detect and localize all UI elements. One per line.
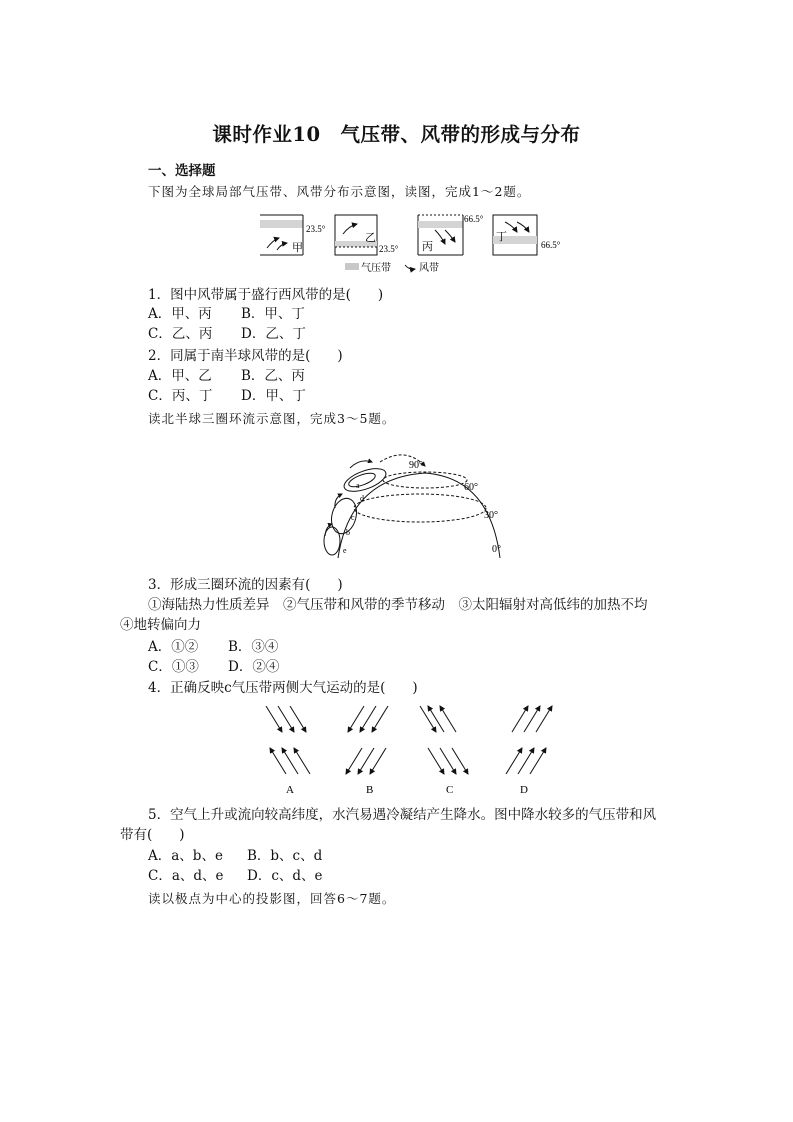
q3-option-d: D．②④ xyxy=(228,659,280,675)
q1-option-c: C．乙、丙 xyxy=(148,326,213,342)
point-a-label: a xyxy=(356,481,360,490)
q4-stem: 4．正确反映c气压带两侧大气运动的是( ) xyxy=(148,680,418,696)
q1-option-d: D．乙、丁 xyxy=(241,326,306,342)
section-heading: 一、选择题 xyxy=(148,163,216,179)
q5-stem-line2: 带有( ) xyxy=(120,827,185,843)
q3-option-a: A．①② xyxy=(148,639,199,655)
option-c-arrows xyxy=(420,706,468,774)
option-b-arrows xyxy=(346,706,388,774)
wind-belt-figure xyxy=(255,210,561,274)
q4-label-b: B xyxy=(366,784,374,796)
q1-stem: 1．图中风带属于盛行西风带的是( ) xyxy=(148,287,384,303)
q3-stem: 3．形成三圈环流的因素有( ) xyxy=(148,577,343,593)
q2-option-d: D．甲、丁 xyxy=(241,388,306,404)
label-bing: 丙 xyxy=(422,241,433,253)
box-jia xyxy=(260,215,303,255)
q5-option-d: D．c、d、e xyxy=(247,868,323,884)
point-e-label: e xyxy=(343,546,347,555)
point-c-label: c xyxy=(351,513,355,522)
q5-option-a: A．a、b、e xyxy=(148,848,223,864)
q4-arrow-options-figure xyxy=(258,702,570,796)
q4-label-c: C xyxy=(446,784,454,796)
q5-option-c: C．a、d、e xyxy=(148,868,224,884)
page-title: 课时作业10 气压带、风带的形成与分布 xyxy=(212,123,581,146)
three-cell-circulation-figure xyxy=(310,438,515,560)
label-jia: 甲 xyxy=(292,242,303,254)
q4-label-a: A xyxy=(286,784,294,796)
intro-q6-7: 读以极点为中心的投影图，回答6～7题。 xyxy=(148,891,396,906)
lat-23-5-top: 23.5° xyxy=(306,224,326,234)
lat-0-label: 0° xyxy=(492,544,501,555)
q4-label-d: D xyxy=(520,784,528,796)
q3-option-c: C．①③ xyxy=(148,659,199,675)
q2-option-a: A．甲、乙 xyxy=(148,368,212,384)
q1-option-b: B．甲、丁 xyxy=(241,306,305,322)
q2-stem: 2．同属于南半球风带的是( ) xyxy=(148,348,343,364)
lat-23-5-bottom: 23.5° xyxy=(379,244,399,254)
point-b-label: b xyxy=(346,528,350,537)
q5-option-b: B．b、c、d xyxy=(247,848,323,864)
label-yi: 乙 xyxy=(365,232,376,244)
option-d-arrows xyxy=(506,706,552,774)
intro-q3-5: 读北半球三圈环流示意图，完成3～5题。 xyxy=(148,411,396,426)
lat-30-label: 30° xyxy=(484,510,498,521)
label-ding: 丁 xyxy=(496,231,507,243)
q2-option-c: C．丙、丁 xyxy=(148,388,213,404)
lat-66-5-top: 66.5° xyxy=(464,214,484,224)
legend-pressure-swatch xyxy=(345,263,359,270)
box-bing xyxy=(418,215,463,255)
box-yi xyxy=(335,215,377,255)
lat-90-label: 90° xyxy=(409,460,423,471)
option-a-arrows xyxy=(266,706,310,774)
lat-60-label: 60° xyxy=(464,482,478,493)
q3-option-b: B．③④ xyxy=(228,639,279,655)
intro-q1-2: 下图为全球局部气压带、风带分布示意图，读图，完成1～2题。 xyxy=(148,184,531,199)
q3-factors-line1: ①海陆热力性质差异 ②气压带和风带的季节移动 ③太阳辐射对高低纬的加热不均 xyxy=(148,597,648,613)
lat-66-5-bottom: 66.5° xyxy=(541,240,561,250)
point-d-label: d xyxy=(360,494,364,503)
legend-pressure: 气压带 xyxy=(361,263,391,274)
legend-wind: 风带 xyxy=(419,263,439,274)
q2-option-b: B．乙、丙 xyxy=(241,368,305,384)
q1-option-a: A．甲、丙 xyxy=(148,306,212,322)
box-ding xyxy=(493,215,537,255)
q3-factors-line2: ④地转偏向力 xyxy=(120,617,201,633)
q5-stem-line1: 5．空气上升或流向较高纬度，水汽易遇冷凝结产生降水。图中降水较多的气压带和风 xyxy=(148,807,657,823)
legend-wind-arrow-icon xyxy=(405,265,415,269)
